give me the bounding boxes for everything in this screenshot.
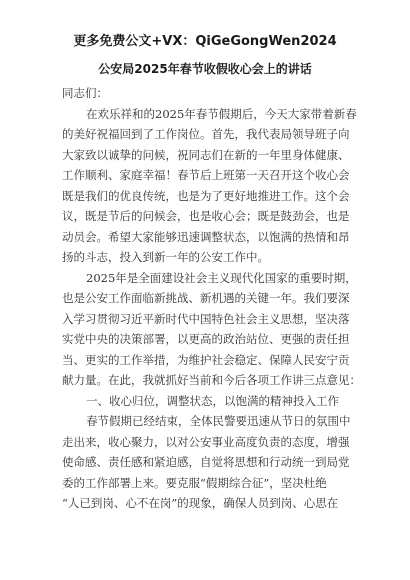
paragraph-line: 也是公安工作面临新挑战、新机遇的关键一年。我们要深 xyxy=(62,291,350,305)
promo-banner: 更多免费公文+VX：QiGeGongWen2024 xyxy=(73,34,337,49)
paragraph-line: 2025年是全面建设社会主义现代化国家的重要时期， xyxy=(86,270,357,285)
paragraph-line: 扬的斗志，投入到新一年的公安工作中。 xyxy=(62,250,269,264)
paragraph-line: 动员会。希望大家能够迅速调整状态，以饱满的热情和昂 xyxy=(62,229,350,244)
section-heading: 一、收心归位，调整状态，以饱满的精神投入工作 xyxy=(86,393,339,408)
paragraph-line: 大家致以诚挚的问候，祝同志们在新的一年里身体健康、 xyxy=(62,147,350,162)
document-title: 公安局2025年春节收假收心会上的讲话 xyxy=(98,62,312,76)
paragraph-line: 走出来，收心聚力，以对公安事业高度负责的态度，增强 xyxy=(62,434,350,449)
paragraph-line: 使命感、责任感和紧迫感，自觉将思想和行动统一到局党 xyxy=(62,455,350,469)
paragraph-line: 实党中央的决策部署，以更高的政治站位、更强的责任担 xyxy=(62,332,350,346)
paragraph-line: “人已到岗、心不在岗”的现象，确保人员到岗、心思在 xyxy=(62,496,339,510)
paragraph-line: 在欢乐祥和的2025年春节假期后，今天大家带着新春 xyxy=(86,106,357,121)
paragraph-line: 既是我们的优良传统，也是为了更好地推进工作。这个会 xyxy=(62,188,350,203)
paragraph-line: 入学习贯彻习近平新时代中国特色社会主义思想，坚决落 xyxy=(62,311,350,326)
paragraph-line: 的美好祝福回到了工作岗位。首先，我代表局领导班子向 xyxy=(62,127,350,141)
paragraph-line: 委的工作部署上来。要克服“假期综合征”，坚决杜绝 xyxy=(62,475,327,490)
paragraph-line: 春节假期已经结束，全体民警要迅速从节日的氛围中 xyxy=(86,414,351,428)
paragraph-line: 议，既是节后的问候会，也是收心会；既是鼓劲会，也是 xyxy=(62,209,350,223)
paragraph-line: 工作顺利、家庭幸福！春节后上班第一天召开这个收心会 xyxy=(62,168,350,182)
document-body xyxy=(62,80,362,514)
paragraph-line: 当、更实的工作举措，为维护社会稳定、保障人民安宁贡 xyxy=(62,352,350,367)
paragraph-line: 献力量。在此，我就抓好当前和今后各项工作讲三点意见： xyxy=(62,373,361,387)
salutation: 同志们： xyxy=(62,86,108,100)
